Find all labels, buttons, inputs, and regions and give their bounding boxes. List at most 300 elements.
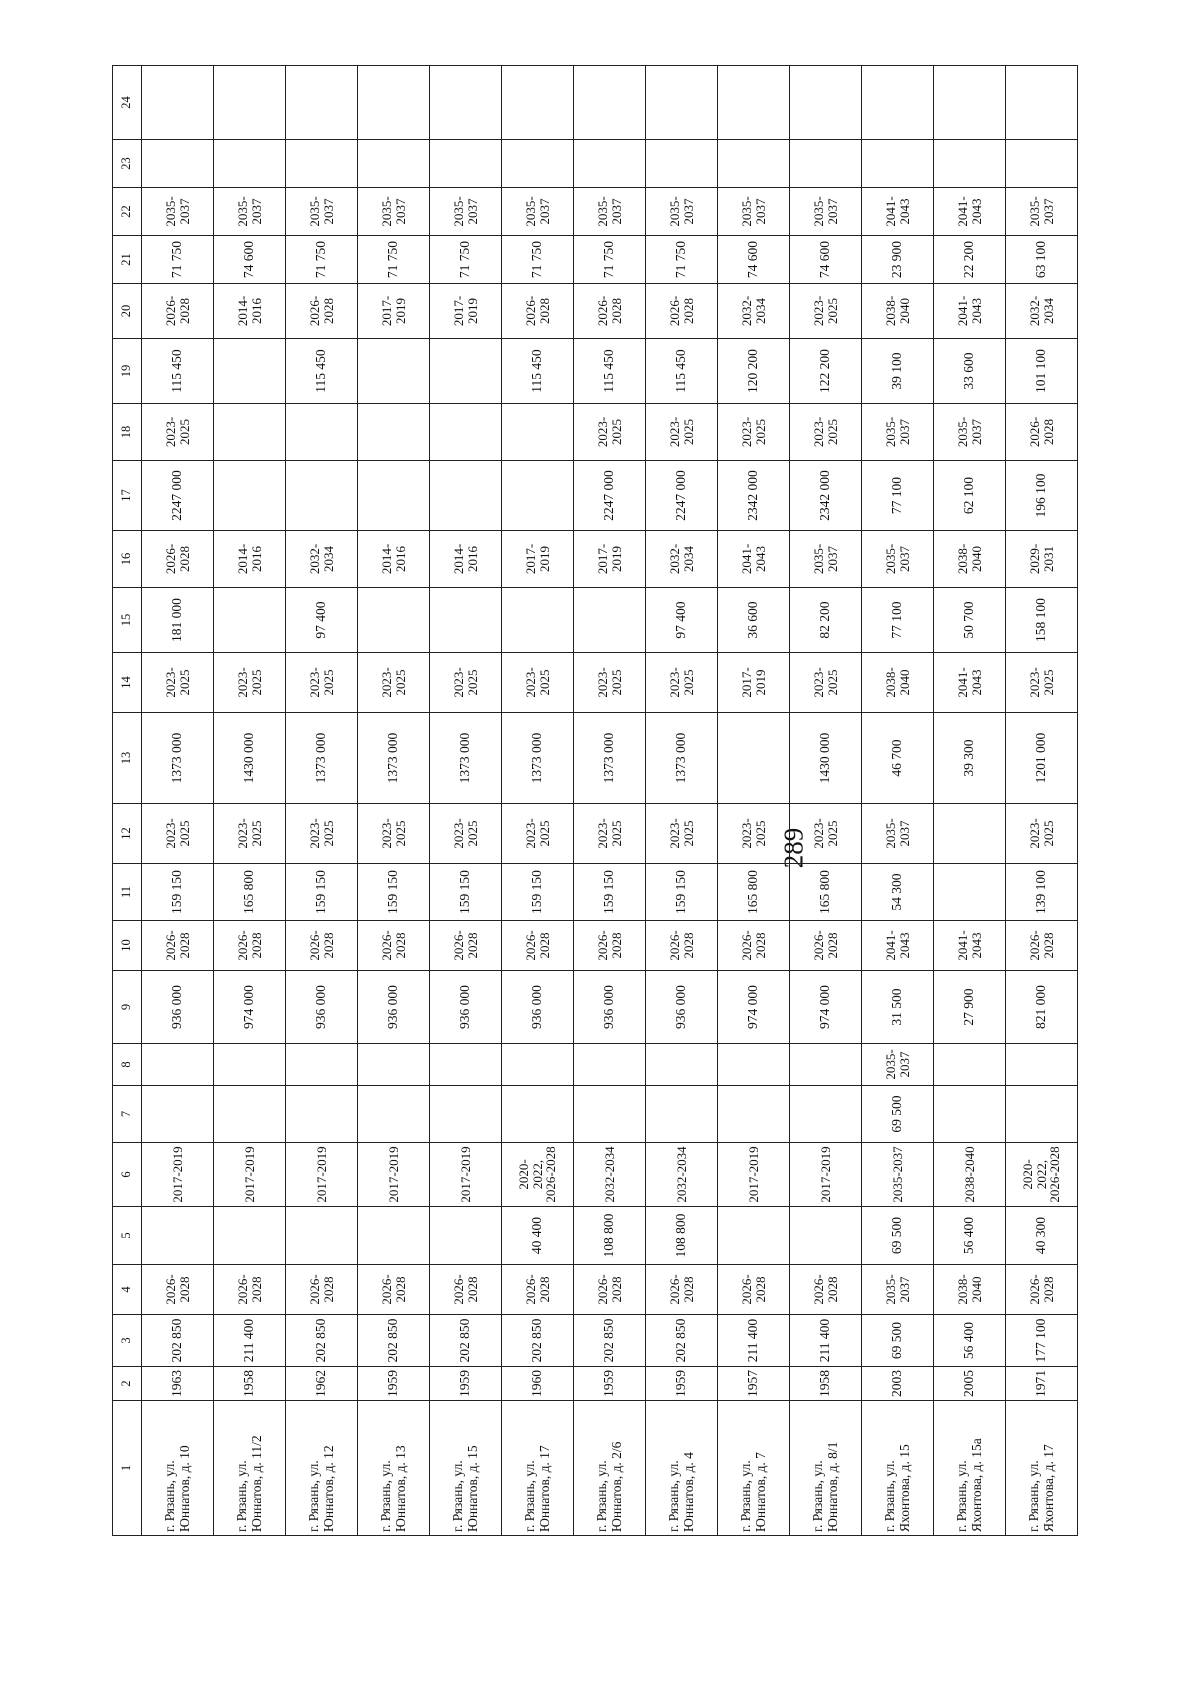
value-cell: 974 000 [790,971,862,1044]
table-row [574,66,646,1536]
year-cell: 1960 [502,1367,574,1401]
period-cell: 2035-2037 [646,188,718,236]
value-cell: 69 500 [862,1086,934,1143]
value-cell: 115 450 [502,339,574,404]
period-cell: 2023-2025 [142,653,214,713]
value-cell: 139 100 [1006,864,1078,921]
value-cell: 101 100 [1006,339,1078,404]
period-cell: 2038-2040 [862,284,934,339]
value-cell: 165 800 [790,864,862,921]
value-cell: 1373 000 [358,713,430,804]
period-cell: 2035-2037 [502,188,574,236]
period-cell: 2023-2025 [286,653,358,713]
column-number-header: 23 [113,140,142,188]
value-cell [646,1044,718,1086]
period-cell: 2038-2040 [862,653,934,713]
column-number-header: 7 [113,1086,142,1143]
period-cell: 2026-2028 [502,1265,574,1315]
value-cell [286,1044,358,1086]
table-row [142,66,214,1536]
value-cell [934,1086,1006,1143]
period-cell: 2023-2025 [790,804,862,864]
value-cell: 54 300 [862,864,934,921]
value-cell: 202 850 [430,1315,502,1367]
value-cell [934,1044,1006,1086]
period-cell: 2032-2034 [646,531,718,588]
period-cell: 2026-2028 [718,1265,790,1315]
period-cell: 2023-2025 [430,804,502,864]
value-cell [502,140,574,188]
value-cell [142,1044,214,1086]
period-cell: 2023-2025 [502,653,574,713]
period-cell: 2035-2037 [790,531,862,588]
period-cell: 2023-2025 [358,653,430,713]
period-cell: 2032-2034 [646,1143,718,1207]
value-cell: 936 000 [430,971,502,1044]
period-cell: 2026-2028 [430,1265,502,1315]
value-cell [430,66,502,140]
year-cell: 1959 [574,1367,646,1401]
period-cell: 2035-2037 [142,188,214,236]
value-cell: 71 750 [286,236,358,284]
period-cell: 2017-2019 [142,1143,214,1207]
value-cell: 2342 000 [790,461,862,531]
period-cell: 2026-2028 [286,284,358,339]
period-cell: 2017-2019 [502,531,574,588]
value-cell [718,1044,790,1086]
value-cell [214,404,286,461]
year-cell: 1971 [1006,1367,1078,1401]
value-cell: 211 400 [790,1315,862,1367]
table-row [646,66,718,1536]
value-cell: 36 600 [718,588,790,653]
value-cell: 74 600 [718,236,790,284]
page-number: 289 [778,827,809,869]
period-cell: 2035-2037 [430,188,502,236]
year-cell: 1959 [430,1367,502,1401]
period-cell: 2035-2037 [718,188,790,236]
period-cell: 2014-2016 [214,531,286,588]
year-cell: 1958 [790,1367,862,1401]
value-cell: 69 500 [862,1315,934,1367]
value-cell: 159 150 [502,864,574,921]
period-cell: 2026-2028 [1006,921,1078,971]
value-cell: 27 900 [934,971,1006,1044]
value-cell: 974 000 [718,971,790,1044]
period-cell: 2035-2037 [358,188,430,236]
value-cell: 77 100 [862,461,934,531]
period-cell: 2026-2028 [358,1265,430,1315]
address-cell: г. Рязань, ул. Юннатов, д. 7 [718,1401,790,1536]
value-cell: 202 850 [142,1315,214,1367]
value-cell [790,66,862,140]
period-cell: 2035-2037 [862,1044,934,1086]
year-cell: 2003 [862,1367,934,1401]
value-cell [862,66,934,140]
value-cell [574,140,646,188]
period-cell: 2017-2019 [430,1143,502,1207]
value-cell [430,1044,502,1086]
value-cell: 165 800 [214,864,286,921]
period-cell: 2026-2028 [1006,1265,1078,1315]
address-cell: г. Рязань, ул. Юннатов, д. 12 [286,1401,358,1536]
address-cell: г. Рязань, ул. Юннатов, д. 2/6 [574,1401,646,1536]
value-cell [358,1044,430,1086]
period-cell: 2023-2025 [574,653,646,713]
value-cell [214,140,286,188]
table-row [718,66,790,1536]
value-cell [718,1207,790,1265]
value-cell: 2247 000 [574,461,646,531]
address-cell: г. Рязань, ул. Юннатов, д. 4 [646,1401,718,1536]
value-cell: 159 150 [142,864,214,921]
period-cell: 2035-2037 [862,1143,934,1207]
column-number-header: 9 [113,971,142,1044]
value-cell: 50 700 [934,588,1006,653]
value-cell [286,1086,358,1143]
period-cell: 2020-2022, 2026-2028 [1006,1143,1078,1207]
value-cell [502,1044,574,1086]
value-cell [718,140,790,188]
value-cell [358,1086,430,1143]
value-cell: 40 300 [1006,1207,1078,1265]
period-cell: 2023-2025 [646,404,718,461]
value-cell [718,66,790,140]
value-cell [718,713,790,804]
value-cell: 181 000 [142,588,214,653]
period-cell: 2017-2019 [430,284,502,339]
value-cell: 120 200 [718,339,790,404]
period-cell: 2023-2025 [646,653,718,713]
period-cell: 2041-2043 [934,921,1006,971]
period-cell: 2026-2028 [574,1265,646,1315]
value-cell [430,140,502,188]
value-cell [934,66,1006,140]
value-cell: 936 000 [502,971,574,1044]
column-number-header: 12 [113,804,142,864]
period-cell: 2041-2043 [934,284,1006,339]
value-cell: 1373 000 [646,713,718,804]
table-row [1006,66,1078,1536]
period-cell: 2023-2025 [502,804,574,864]
table-row [358,66,430,1536]
column-number-header: 14 [113,653,142,713]
value-cell: 1373 000 [574,713,646,804]
value-cell: 1201 000 [1006,713,1078,804]
value-cell [574,1086,646,1143]
period-cell: 2023-2025 [214,653,286,713]
period-cell: 2035-2037 [934,404,1006,461]
value-cell [862,140,934,188]
value-cell [502,404,574,461]
column-number-header: 18 [113,404,142,461]
value-cell: 159 150 [358,864,430,921]
value-cell: 115 450 [646,339,718,404]
value-cell: 936 000 [646,971,718,1044]
value-cell [358,461,430,531]
value-cell [574,588,646,653]
period-cell: 2035-2037 [1006,188,1078,236]
address-cell: г. Рязань, ул. Яхонтова, д. 17 [1006,1401,1078,1536]
period-cell: 2026-2028 [646,284,718,339]
value-cell [430,1086,502,1143]
value-cell [502,66,574,140]
value-cell: 69 500 [862,1207,934,1265]
period-cell: 2035-2037 [790,188,862,236]
value-cell: 2247 000 [142,461,214,531]
period-cell: 2041-2043 [934,653,1006,713]
value-cell: 936 000 [286,971,358,1044]
period-cell: 2017-2019 [574,531,646,588]
period-cell: 2014-2016 [214,284,286,339]
value-cell [430,339,502,404]
value-cell: 97 400 [646,588,718,653]
period-cell: 2026-2028 [142,921,214,971]
period-cell: 2026-2028 [142,531,214,588]
value-cell [358,588,430,653]
period-cell: 2023-2025 [1006,653,1078,713]
value-cell: 1430 000 [790,713,862,804]
value-cell [214,1207,286,1265]
column-number-header: 3 [113,1315,142,1367]
value-cell [646,1086,718,1143]
period-cell: 2020-2022, 2026-2028 [502,1143,574,1207]
year-cell: 1963 [142,1367,214,1401]
period-cell: 2026-2028 [142,1265,214,1315]
period-cell: 2026-2028 [286,1265,358,1315]
table-row [862,66,934,1536]
value-cell: 1430 000 [214,713,286,804]
period-cell: 2023-2025 [214,804,286,864]
period-cell: 2017-2019 [358,1143,430,1207]
period-cell: 2023-2025 [142,404,214,461]
column-number-header: 5 [113,1207,142,1265]
value-cell [214,66,286,140]
period-cell: 2014-2016 [358,531,430,588]
column-number-header: 20 [113,284,142,339]
column-number-header: 19 [113,339,142,404]
value-cell [358,140,430,188]
period-cell: 2026-2028 [430,921,502,971]
period-cell: 2023-2025 [430,653,502,713]
value-cell [646,140,718,188]
value-cell [502,588,574,653]
value-cell: 23 900 [862,236,934,284]
year-cell: 1958 [214,1367,286,1401]
period-cell: 2035-2037 [862,531,934,588]
table-header-row [113,66,142,1536]
value-cell: 158 100 [1006,588,1078,653]
column-number-header: 24 [113,66,142,140]
period-cell: 2032-2034 [718,284,790,339]
value-cell: 108 800 [574,1207,646,1265]
value-cell [286,66,358,140]
value-cell [358,404,430,461]
value-cell [502,1086,574,1143]
column-number-header: 15 [113,588,142,653]
period-cell: 2041-2043 [934,188,1006,236]
value-cell: 77 100 [862,588,934,653]
value-cell [286,461,358,531]
value-cell: 177 100 [1006,1315,1078,1367]
period-cell: 2023-2025 [718,804,790,864]
value-cell [934,804,1006,864]
column-number-header: 21 [113,236,142,284]
period-cell: 2023-2025 [1006,804,1078,864]
column-number-header: 4 [113,1265,142,1315]
value-cell: 115 450 [574,339,646,404]
period-cell: 2038-2040 [934,1143,1006,1207]
period-cell: 2026-2028 [574,284,646,339]
value-cell: 211 400 [214,1315,286,1367]
period-cell: 2023-2025 [790,404,862,461]
period-cell: 2017-2019 [718,1143,790,1207]
value-cell [214,588,286,653]
period-cell: 2041-2043 [718,531,790,588]
period-cell: 2026-2028 [790,921,862,971]
value-cell: 71 750 [646,236,718,284]
table-row [286,66,358,1536]
period-cell: 2032-2034 [574,1143,646,1207]
period-cell: 2023-2025 [358,804,430,864]
value-cell [430,461,502,531]
value-cell: 71 750 [142,236,214,284]
value-cell: 46 700 [862,713,934,804]
period-cell: 2026-2028 [502,284,574,339]
value-cell: 71 750 [430,236,502,284]
value-cell [142,66,214,140]
value-cell: 74 600 [790,236,862,284]
value-cell [574,1044,646,1086]
value-cell [358,66,430,140]
period-cell: 2026-2028 [1006,404,1078,461]
value-cell [430,404,502,461]
value-cell [358,1207,430,1265]
column-number-header: 16 [113,531,142,588]
value-cell: 202 850 [646,1315,718,1367]
period-cell: 2041-2043 [862,921,934,971]
column-number-header: 11 [113,864,142,921]
column-number-header: 17 [113,461,142,531]
address-cell: г. Рязань, ул. Яхонтова, д. 15 [862,1401,934,1536]
period-cell: 2026-2028 [358,921,430,971]
column-number-header: 10 [113,921,142,971]
period-cell: 2017-2019 [358,284,430,339]
period-cell: 2026-2028 [646,921,718,971]
value-cell [142,1207,214,1265]
value-cell [790,140,862,188]
period-cell: 2026-2028 [790,1265,862,1315]
value-cell [934,864,1006,921]
value-cell: 115 450 [142,339,214,404]
period-cell: 2023-2025 [574,404,646,461]
value-cell [358,339,430,404]
value-cell [790,1044,862,1086]
value-cell: 56 400 [934,1207,1006,1265]
value-cell [646,66,718,140]
column-number-header: 1 [113,1401,142,1536]
value-cell [286,404,358,461]
address-cell: г. Рязань, ул. Яхонтова, д. 15а [934,1401,1006,1536]
value-cell: 40 400 [502,1207,574,1265]
address-cell: г. Рязань, ул. Юннатов, д. 15 [430,1401,502,1536]
column-number-header: 8 [113,1044,142,1086]
address-cell: г. Рязань, ул. Юннатов, д. 8/1 [790,1401,862,1536]
value-cell: 71 750 [502,236,574,284]
value-cell [430,1207,502,1265]
value-cell [142,1086,214,1143]
period-cell: 2023-2025 [286,804,358,864]
year-cell: 2005 [934,1367,1006,1401]
value-cell: 39 100 [862,339,934,404]
table-container [112,66,1066,1536]
value-cell: 22 200 [934,236,1006,284]
period-cell: 2029-2031 [1006,531,1078,588]
period-cell: 2026-2028 [502,921,574,971]
value-cell [142,140,214,188]
period-cell: 2023-2025 [790,653,862,713]
value-cell: 202 850 [502,1315,574,1367]
period-cell: 2017-2019 [286,1143,358,1207]
value-cell: 71 750 [358,236,430,284]
table-row [934,66,1006,1536]
value-cell: 39 300 [934,713,1006,804]
value-cell: 821 000 [1006,971,1078,1044]
period-cell: 2035-2037 [862,1265,934,1315]
period-cell: 2032-2034 [1006,284,1078,339]
column-number-header: 2 [113,1367,142,1401]
value-cell: 202 850 [358,1315,430,1367]
value-cell [574,66,646,140]
value-cell [502,461,574,531]
period-cell: 2035-2037 [862,404,934,461]
value-cell: 62 100 [934,461,1006,531]
value-cell: 159 150 [646,864,718,921]
value-cell: 74 600 [214,236,286,284]
value-cell: 974 000 [214,971,286,1044]
value-cell [286,140,358,188]
period-cell: 2026-2028 [646,1265,718,1315]
period-cell: 2035-2037 [574,188,646,236]
period-cell: 2023-2025 [718,404,790,461]
table-row [502,66,574,1536]
period-cell: 2035-2037 [214,188,286,236]
value-cell: 2247 000 [646,461,718,531]
value-cell: 936 000 [142,971,214,1044]
value-cell: 165 800 [718,864,790,921]
value-cell [1006,1044,1078,1086]
table-row [430,66,502,1536]
value-cell: 936 000 [574,971,646,1044]
value-cell [430,588,502,653]
value-cell [214,461,286,531]
period-cell: 2017-2019 [790,1143,862,1207]
period-cell: 2023-2025 [646,804,718,864]
value-cell: 56 400 [934,1315,1006,1367]
value-cell: 211 400 [718,1315,790,1367]
period-cell: 2017-2019 [214,1143,286,1207]
period-cell: 2023-2025 [790,284,862,339]
year-cell: 1957 [718,1367,790,1401]
value-cell: 31 500 [862,971,934,1044]
value-cell: 115 450 [286,339,358,404]
year-cell: 1959 [646,1367,718,1401]
value-cell: 159 150 [430,864,502,921]
period-cell: 2014-2016 [430,531,502,588]
year-cell: 1959 [358,1367,430,1401]
period-cell: 2023-2025 [574,804,646,864]
value-cell: 63 100 [1006,236,1078,284]
